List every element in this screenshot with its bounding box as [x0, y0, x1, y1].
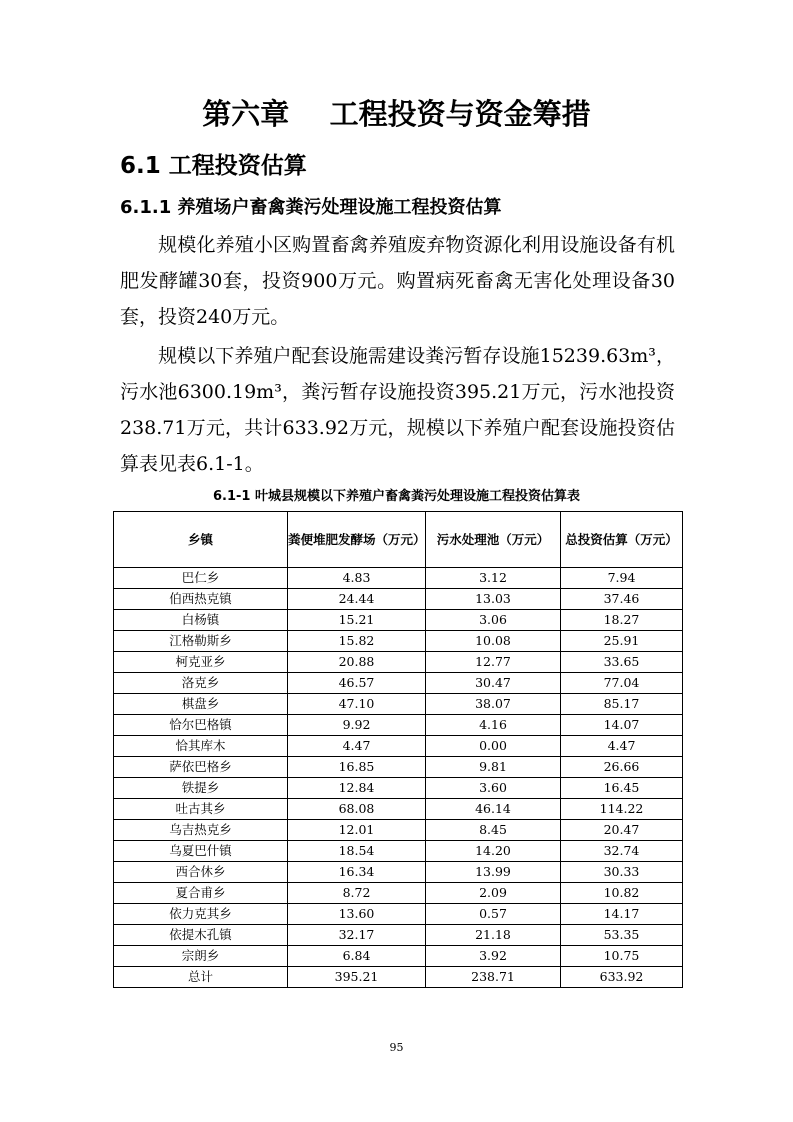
- table-row: [114, 946, 683, 967]
- cell-sewage: 3.60: [426, 778, 561, 799]
- cell-compost: 16.34: [288, 862, 426, 883]
- cell-compost: 24.44: [288, 589, 426, 610]
- cell-total: 30.33: [561, 862, 683, 883]
- cell-total: 53.35: [561, 925, 683, 946]
- cell-sewage: 13.03: [426, 589, 561, 610]
- cell-total: 37.46: [561, 589, 683, 610]
- cell-compost: 46.57: [288, 673, 426, 694]
- header-sewage: 污水处理池（万元）: [426, 512, 561, 568]
- cell-compost: 12.01: [288, 820, 426, 841]
- cell-sewage: 46.14: [426, 799, 561, 820]
- investment-table: [113, 511, 683, 988]
- paragraph-1-text: 规模化养殖小区购置畜禽养殖废弃物资源化利用设施设备有机肥发酵罐30套，投资900万元。购置病死畜禽无害化处理设备30套，投资240万元。: [120, 234, 675, 328]
- cell-sewage: 10.08: [426, 631, 561, 652]
- cell-town: 巴仁乡: [114, 568, 288, 589]
- cell-total: 4.47: [561, 736, 683, 757]
- cell-sewage: 3.92: [426, 946, 561, 967]
- cell-sewage: 4.16: [426, 715, 561, 736]
- cell-sewage: 12.77: [426, 652, 561, 673]
- cell-compost: 15.21: [288, 610, 426, 631]
- cell-compost: 9.92: [288, 715, 426, 736]
- table-row: [114, 778, 683, 799]
- cell-sewage: 30.47: [426, 673, 561, 694]
- cell-sewage: 3.06: [426, 610, 561, 631]
- cell-total: 20.47: [561, 820, 683, 841]
- cell-total: 10.75: [561, 946, 683, 967]
- cell-town: 恰其库木: [114, 736, 288, 757]
- cell-compost: 4.47: [288, 736, 426, 757]
- cell-sewage: 238.71: [426, 967, 561, 988]
- cell-compost: 16.85: [288, 757, 426, 778]
- cell-sewage: 3.12: [426, 568, 561, 589]
- paragraph-2-text: 规模以下养殖户配套设施需建设粪污暂存设施15239.63m³，污水池6300.19m³，粪污暂存设施投资395.21万元，污水池投资238.71万元，共计633.92万元，规模以下养殖户配套设施投资估算表见表6.1-1。: [120, 345, 675, 475]
- table-row: [114, 904, 683, 925]
- table-row: [114, 631, 683, 652]
- subsection-heading: 6.1.1 养殖场户畜禽粪污处理设施工程投资估算: [120, 197, 502, 218]
- cell-compost: 68.08: [288, 799, 426, 820]
- table-row: [114, 715, 683, 736]
- table-row: [114, 883, 683, 904]
- table-row: [114, 736, 683, 757]
- cell-town: 夏合甫乡: [114, 883, 288, 904]
- cell-total: 26.66: [561, 757, 683, 778]
- cell-compost: 12.84: [288, 778, 426, 799]
- header-total: 总投资估算（万元）: [561, 512, 683, 568]
- cell-town: 乌夏巴什镇: [114, 841, 288, 862]
- cell-compost: 32.17: [288, 925, 426, 946]
- cell-town: 伯西热克镇: [114, 589, 288, 610]
- cell-town: 萨依巴格乡: [114, 757, 288, 778]
- cell-town: 柯克亚乡: [114, 652, 288, 673]
- table-row: [114, 841, 683, 862]
- header-compost: 粪便堆肥发酵场（万元）: [288, 512, 426, 568]
- cell-total: 14.07: [561, 715, 683, 736]
- cell-sewage: 8.45: [426, 820, 561, 841]
- section-heading: 6.1 工程投资估算: [120, 153, 307, 179]
- table-row: [114, 967, 683, 988]
- table-caption: 6.1-1 叶城县规模以下养殖户畜禽粪污处理设施工程投资估算表: [213, 489, 580, 504]
- table-row: [114, 799, 683, 820]
- table-body: [114, 568, 683, 988]
- cell-compost: 18.54: [288, 841, 426, 862]
- cell-compost: 8.72: [288, 883, 426, 904]
- cell-total: 633.92: [561, 967, 683, 988]
- cell-compost: 395.21: [288, 967, 426, 988]
- cell-town: 铁提乡: [114, 778, 288, 799]
- header-town: 乡镇: [114, 512, 288, 568]
- chapter-title: 第六章 工程投资与资金筹措: [202, 97, 591, 131]
- cell-sewage: 9.81: [426, 757, 561, 778]
- cell-town: 宗朗乡: [114, 946, 288, 967]
- table-row: [114, 925, 683, 946]
- cell-sewage: 0.00: [426, 736, 561, 757]
- paragraph-2: [120, 338, 675, 482]
- cell-total: 14.17: [561, 904, 683, 925]
- cell-compost: 13.60: [288, 904, 426, 925]
- table-row: [114, 568, 683, 589]
- page-number: 95: [389, 1041, 404, 1054]
- table-row: [114, 673, 683, 694]
- cell-total: 7.94: [561, 568, 683, 589]
- cell-town: 依力克其乡: [114, 904, 288, 925]
- cell-town: 吐古其乡: [114, 799, 288, 820]
- cell-town: 总计: [114, 967, 288, 988]
- cell-sewage: 13.99: [426, 862, 561, 883]
- cell-compost: 6.84: [288, 946, 426, 967]
- cell-town: 恰尔巴格镇: [114, 715, 288, 736]
- cell-town: 西合休乡: [114, 862, 288, 883]
- table-row: [114, 589, 683, 610]
- cell-sewage: 21.18: [426, 925, 561, 946]
- cell-sewage: 14.20: [426, 841, 561, 862]
- cell-town: 白杨镇: [114, 610, 288, 631]
- cell-total: 85.17: [561, 694, 683, 715]
- cell-total: 18.27: [561, 610, 683, 631]
- cell-town: 江格勒斯乡: [114, 631, 288, 652]
- cell-compost: 47.10: [288, 694, 426, 715]
- cell-town: 乌吉热克乡: [114, 820, 288, 841]
- cell-total: 77.04: [561, 673, 683, 694]
- table-row: [114, 862, 683, 883]
- paragraph-1: [120, 227, 675, 335]
- cell-compost: 4.83: [288, 568, 426, 589]
- cell-sewage: 38.07: [426, 694, 561, 715]
- table-row: [114, 694, 683, 715]
- table-row: [114, 757, 683, 778]
- cell-compost: 20.88: [288, 652, 426, 673]
- cell-town: 棋盘乡: [114, 694, 288, 715]
- table-row: [114, 820, 683, 841]
- cell-town: 依提木孔镇: [114, 925, 288, 946]
- cell-total: 25.91: [561, 631, 683, 652]
- cell-total: 33.65: [561, 652, 683, 673]
- table-row: [114, 610, 683, 631]
- table-row: [114, 652, 683, 673]
- table-header-row: [114, 512, 683, 568]
- cell-total: 32.74: [561, 841, 683, 862]
- cell-total: 16.45: [561, 778, 683, 799]
- cell-town: 洛克乡: [114, 673, 288, 694]
- cell-total: 114.22: [561, 799, 683, 820]
- cell-sewage: 2.09: [426, 883, 561, 904]
- cell-sewage: 0.57: [426, 904, 561, 925]
- cell-compost: 15.82: [288, 631, 426, 652]
- cell-total: 10.82: [561, 883, 683, 904]
